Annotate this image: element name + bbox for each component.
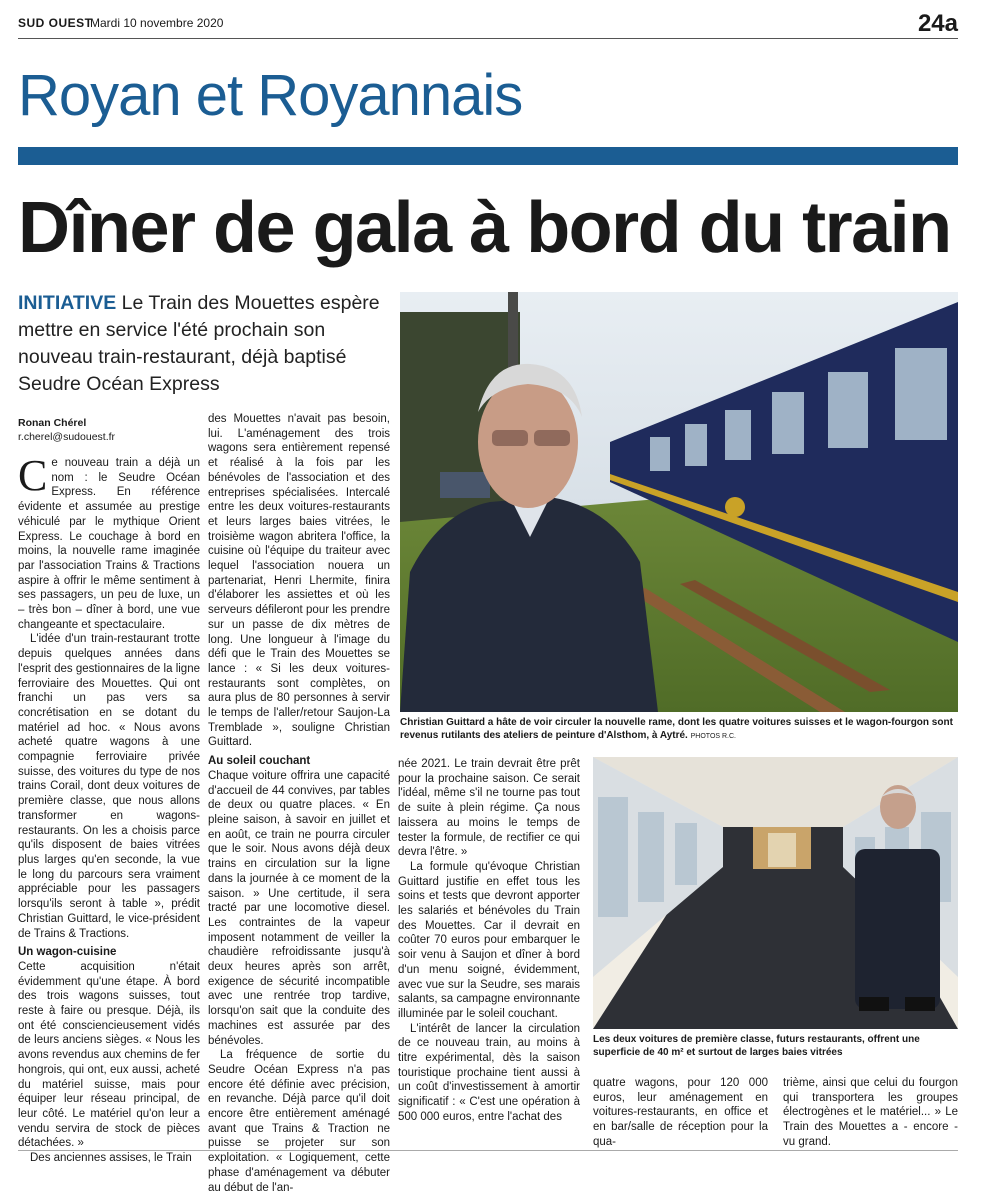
- article-column-1: [18, 451, 200, 1166]
- subheading: Au soleil couchant: [208, 755, 311, 768]
- paragraph: La formule qu'évoque Christian Guittard justifie en effet tous les soins et tests que devront apporter les salariés et bénévoles du Train des Mouettes. Car il devrait en coûter 70 euros pour embarquer le soir venu à Saujon et dîner à bord d'un menu soigné, évidemment, avec vue sur la Seudre, ses marais salants, sa campagne environnante illuminée par le soleil couchant.: [398, 860, 580, 1020]
- paragraph: e nouveau train a déjà un nom : le Seudre Océan Express. En référence évidente et assumée au prestige véhiculé par le mythique Orient Express. Le couchage à bord en moins, la nouvelle rame imaginée par l'association Trains & Tractions aspire à offrir le même sentiment à ses passagers, un peu de luxe, un – très bon – dîner à bord, une vue changeante et spectaculaire.: [18, 457, 200, 631]
- paragraph: née 2021. Le train devrait être prêt pour la prochaine saison. Ce serait l'idéal, même s'il ne tourne pas tout de suite à plein régime. Ça nous laissera au moins le temps de tester la formule, de rectifier ce qui devra l'être. »: [398, 758, 580, 859]
- author-email[interactable]: r.cherel@sudouest.fr: [18, 431, 116, 443]
- photo-credit: PHOTOS R.C.: [690, 733, 737, 740]
- paragraph: L'intérêt de lancer la circulation de ce nouveau train, au moins à titre expérimental, dès la saison touristique prochaine tient aussi à un coût d'investissement à amortir significatif : « C'est une opération à 500 000 euros, entre l'achat des: [398, 1022, 580, 1123]
- photo-caption-2: Les deux voitures de première classe, futurs restaurants, offrent une superficie de 40 m² et surtout de larges baies vitrées: [593, 1034, 920, 1058]
- section-title: Royan et Royannais: [18, 63, 523, 128]
- paragraph: des Mouettes n'avait pas besoin, lui. L'aménagement des trois wagons sera entièrement repensé et réalisé à la fois par les bénévoles de l'association et des entreprises spécialisées. Intercalé entre les deux voitures-restaurants et leurs larges baies vitrées, le troisième wagon abritera l'office, la cuisine où l'équipe du traiteur avec lequel l'association nouera un partenariat, Henri Lhermite, finira d'élaborer les assiettes et où les serveurs défileront pour les prendre sur un passe de dix mètres de long. Une longueur à l'image du défi que le Train des Mouettes se lance : « Si les deux voitures-restaurants sont complètes, on aura plus de 80 personnes à servir le temps de l'aller/retour Saujon-La Tremblade », souligne Christian Guittard.: [208, 413, 390, 749]
- photo-man-and-train: [400, 292, 958, 712]
- caption-text: Christian Guittard a hâte de voir circuler la nouvelle rame, dont les quatre voitures suisses et le wagon-fourgon sont revenus rutilants des ateliers de peinture d'Alsthom, à Aytré.: [400, 717, 953, 741]
- article-column-2: [208, 412, 390, 1195]
- byline: [18, 416, 115, 444]
- train-interior-image: [593, 757, 958, 1029]
- drop-cap: C: [18, 451, 48, 500]
- article-column-5: [783, 1076, 958, 1150]
- photo-caption-1: [400, 716, 960, 743]
- article-column-3: [398, 757, 580, 1125]
- standfirst-text: Le Train des Mouettes espère mettre en service l'été prochain son nouveau train-restaurant, déjà baptisé Seudre Océan Express: [18, 292, 380, 395]
- paragraph: Chaque voiture offrira une capacité d'accueil de 44 convives, par tables de deux ou quatre places. « En pleine saison, à savoir en juillet et en août, ce train ne pourra circuler que le soir. Nous avons déjà deux trains en circulation sur la ligne dans la journée à ce moment de la saison. » Une certitude, il sera tracté par une locomotive diesel. Les contraintes de la vapeur imposent notamment de veiller la chaudière refroidissante jusqu'à deux heures après son arrêt, exigence de sécurité incompatible avec une rentrée trop tardive, lorsqu'on sait que la conduite des machines est assurée par des bénévoles.: [208, 769, 390, 1047]
- footer-rule: [18, 1150, 958, 1151]
- author-name: Ronan Chérel: [18, 417, 87, 429]
- standfirst: [18, 290, 388, 398]
- paragraph: Cette acquisition n'était évidemment qu'une étape. À bord des trois wagons suisses, tout reste à faire ou presque. Déjà, ils ont été consciencieusement vidés de leurs anciens sièges. « Nous les avons revendus aux chemins de fer hongrois, qui ont, eux aussi, acheté du matériel suisse, mais pour équiper leur réseau principal, de leur côté. Le matériel qu'on leur a vendu servira de stock de pièces détachées. »: [18, 960, 200, 1150]
- paragraph: La fréquence de sortie du Seudre Océan Express n'a pas encore été définie avec précision, en revanche. Déjà parce qu'il doit encore être entièrement aménagé avant que Trains & Traction ne puisse se projeter sur son exploitation. « Logiquement, cette phase d'aménagement va débuter au début de l'an-: [208, 1049, 390, 1194]
- photo-train-interior: [593, 757, 958, 1029]
- newspaper-brand: SUD OUEST: [18, 16, 93, 30]
- paragraph: quatre wagons, pour 120 000 euros, leur aménagement en voitures-restaurants, en office et en bar/salle de réception pour la qua-: [593, 1077, 768, 1148]
- train-exterior-image: [400, 292, 958, 712]
- paragraph: L'idée d'un train-restaurant trotte depuis quelques années dans l'esprit des gestionnaires de la ligne ferroviaire des Mouettes. Qui ont franchi un pas vers sa concrétisation en se dotant du matériel ad hoc. « Nous avons acheté quatre wagons à une compagnie ferroviaire privée suisse, des voitures du type de nos trains Corail, dont deux voitures de première classe, que nous allons transformer en wagons-restaurants. On les a choisis parce qu'ils disposent de baies vitrées plus larges qu'en seconde, la vue le long du parcours sera vraiment appréciable pour les passagers lorsqu'ils seront à table », prédit Christian Guittard, le vice-président de Trains & Tractions.: [18, 633, 200, 940]
- section-rule: [18, 147, 958, 165]
- standfirst-kicker: INITIATIVE: [18, 292, 117, 314]
- headline: Dîner de gala à bord du train: [18, 188, 951, 268]
- paragraph: trième, ainsi que celui du fourgon qui transportera les groupes électrogènes et le matériel... » Le Train des Mouettes a - encore - vu grand.: [783, 1077, 958, 1148]
- article-column-4: [593, 1076, 768, 1150]
- page-number: 24a: [917, 10, 958, 37]
- paragraph: Des anciennes assises, le Train: [30, 1152, 192, 1165]
- subheading: Un wagon-cuisine: [18, 946, 117, 959]
- masthead: [18, 10, 958, 39]
- issue-date: Mardi 10 novembre 2020: [90, 16, 224, 30]
